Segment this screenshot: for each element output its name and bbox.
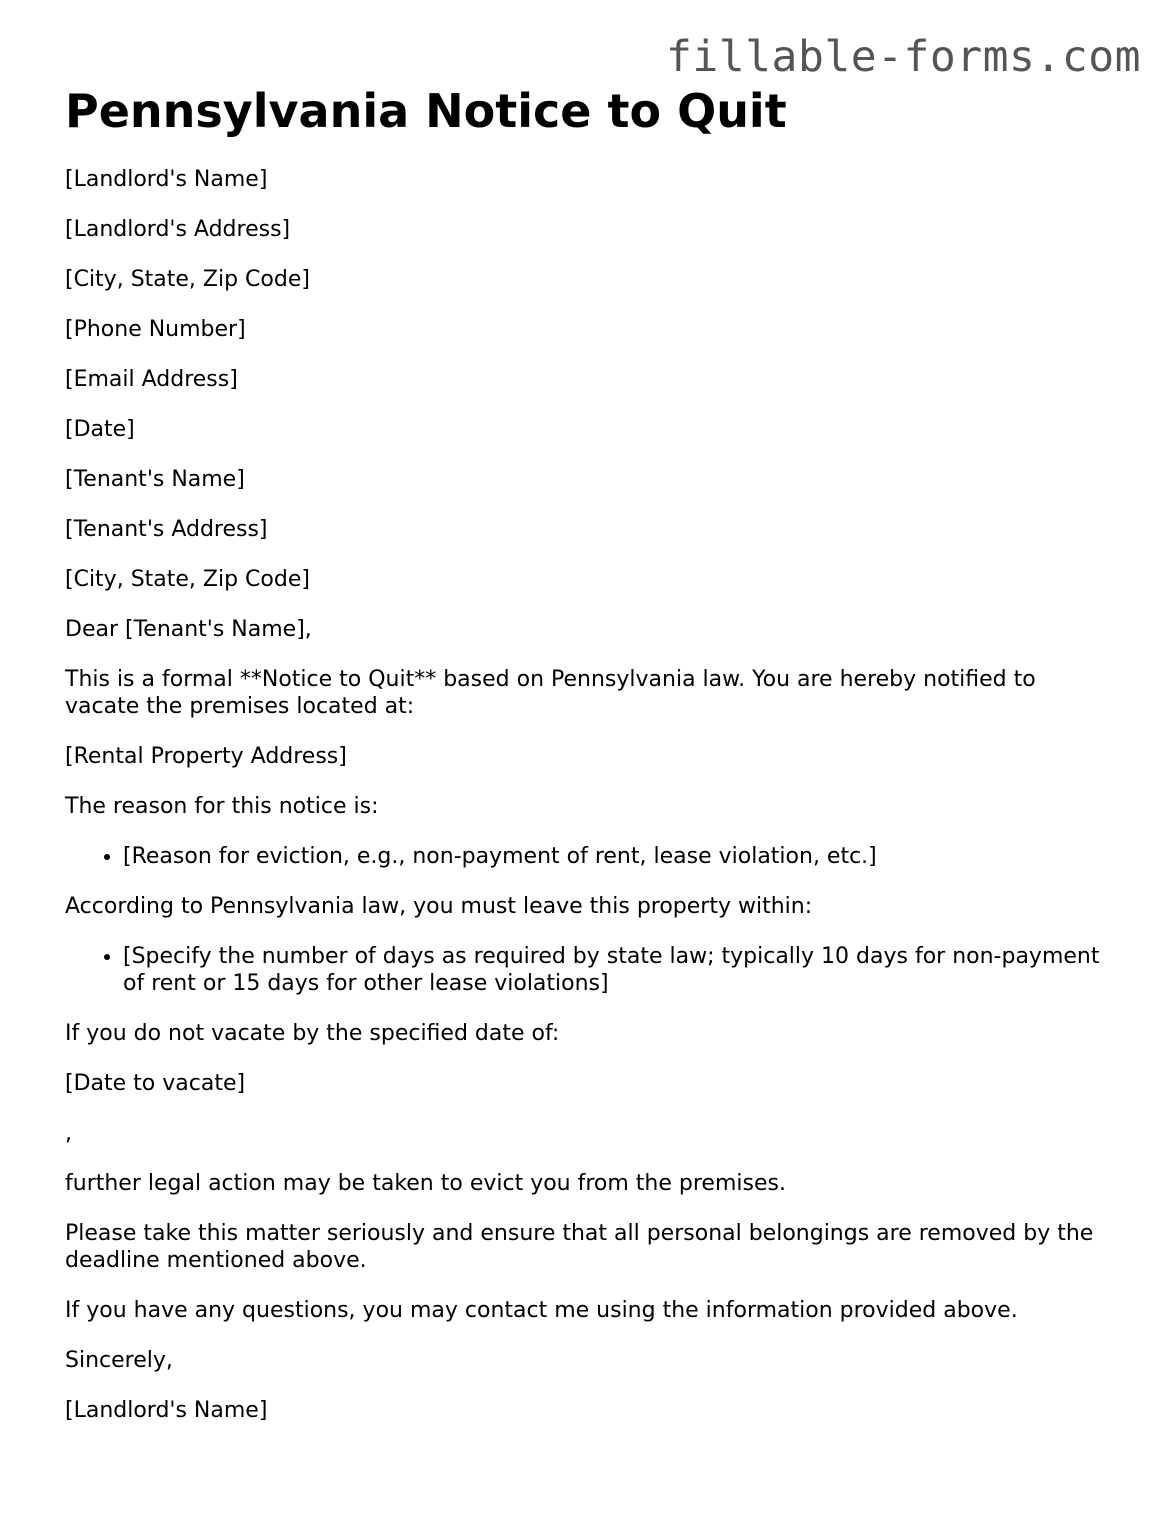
page-title: Pennsylvania Notice to Quit: [65, 84, 787, 138]
questions-paragraph: If you have any questions, you may contact me using the information provided above.: [65, 1298, 1018, 1323]
notice-document: [65, 84, 1115, 1447]
closing: Sincerely,: [65, 1348, 173, 1373]
tenant-name: [Tenant's Name]: [65, 467, 245, 492]
landlord-city-state-zip: [City, State, Zip Code]: [65, 267, 310, 292]
vacate-heading: If you do not vacate by the specified date of:: [65, 1021, 560, 1046]
vacate-date: [Date to vacate]: [65, 1071, 246, 1096]
deadline-heading: According to Pennsylvania law, you must leave this property within:: [65, 894, 813, 919]
tenant-address: [Tenant's Address]: [65, 517, 268, 542]
reason-heading: The reason for this notice is:: [65, 794, 379, 819]
notice-date: [Date]: [65, 417, 135, 442]
deadline-list: [65, 943, 1115, 997]
legal-action-paragraph: further legal action may be taken to evict you from the premises.: [65, 1171, 786, 1196]
tenant-city-state-zip: [City, State, Zip Code]: [65, 567, 310, 592]
landlord-phone: [Phone Number]: [65, 317, 246, 342]
landlord-email: [Email Address]: [65, 367, 238, 392]
property-address: [Rental Property Address]: [65, 744, 347, 769]
signature-name: [Landlord's Name]: [65, 1398, 268, 1423]
reason-item: • [Reason for eviction, e.g., non-payment of rent, lease violation, etc.]: [123, 843, 1115, 870]
deadline-item: • [Specify the number of days as required by state law; typically 10 days for non-payment of rent or 15 days for other lease violations]: [123, 943, 1115, 997]
watermark-logo: fillable-forms.com: [666, 32, 1141, 82]
landlord-address: [Landlord's Address]: [65, 217, 291, 242]
salutation: Dear [Tenant's Name],: [65, 617, 312, 642]
reason-list: [65, 843, 1115, 870]
intro-paragraph: This is a formal **Notice to Quit** based on Pennsylvania law. You are hereby notified to vacate the premises located at:: [65, 667, 1036, 719]
belongings-paragraph: Please take this matter seriously and ensure that all personal belongings are removed by the deadline mentioned above.: [65, 1221, 1094, 1273]
landlord-name: [Landlord's Name]: [65, 167, 268, 192]
comma-line: ,: [65, 1121, 72, 1146]
